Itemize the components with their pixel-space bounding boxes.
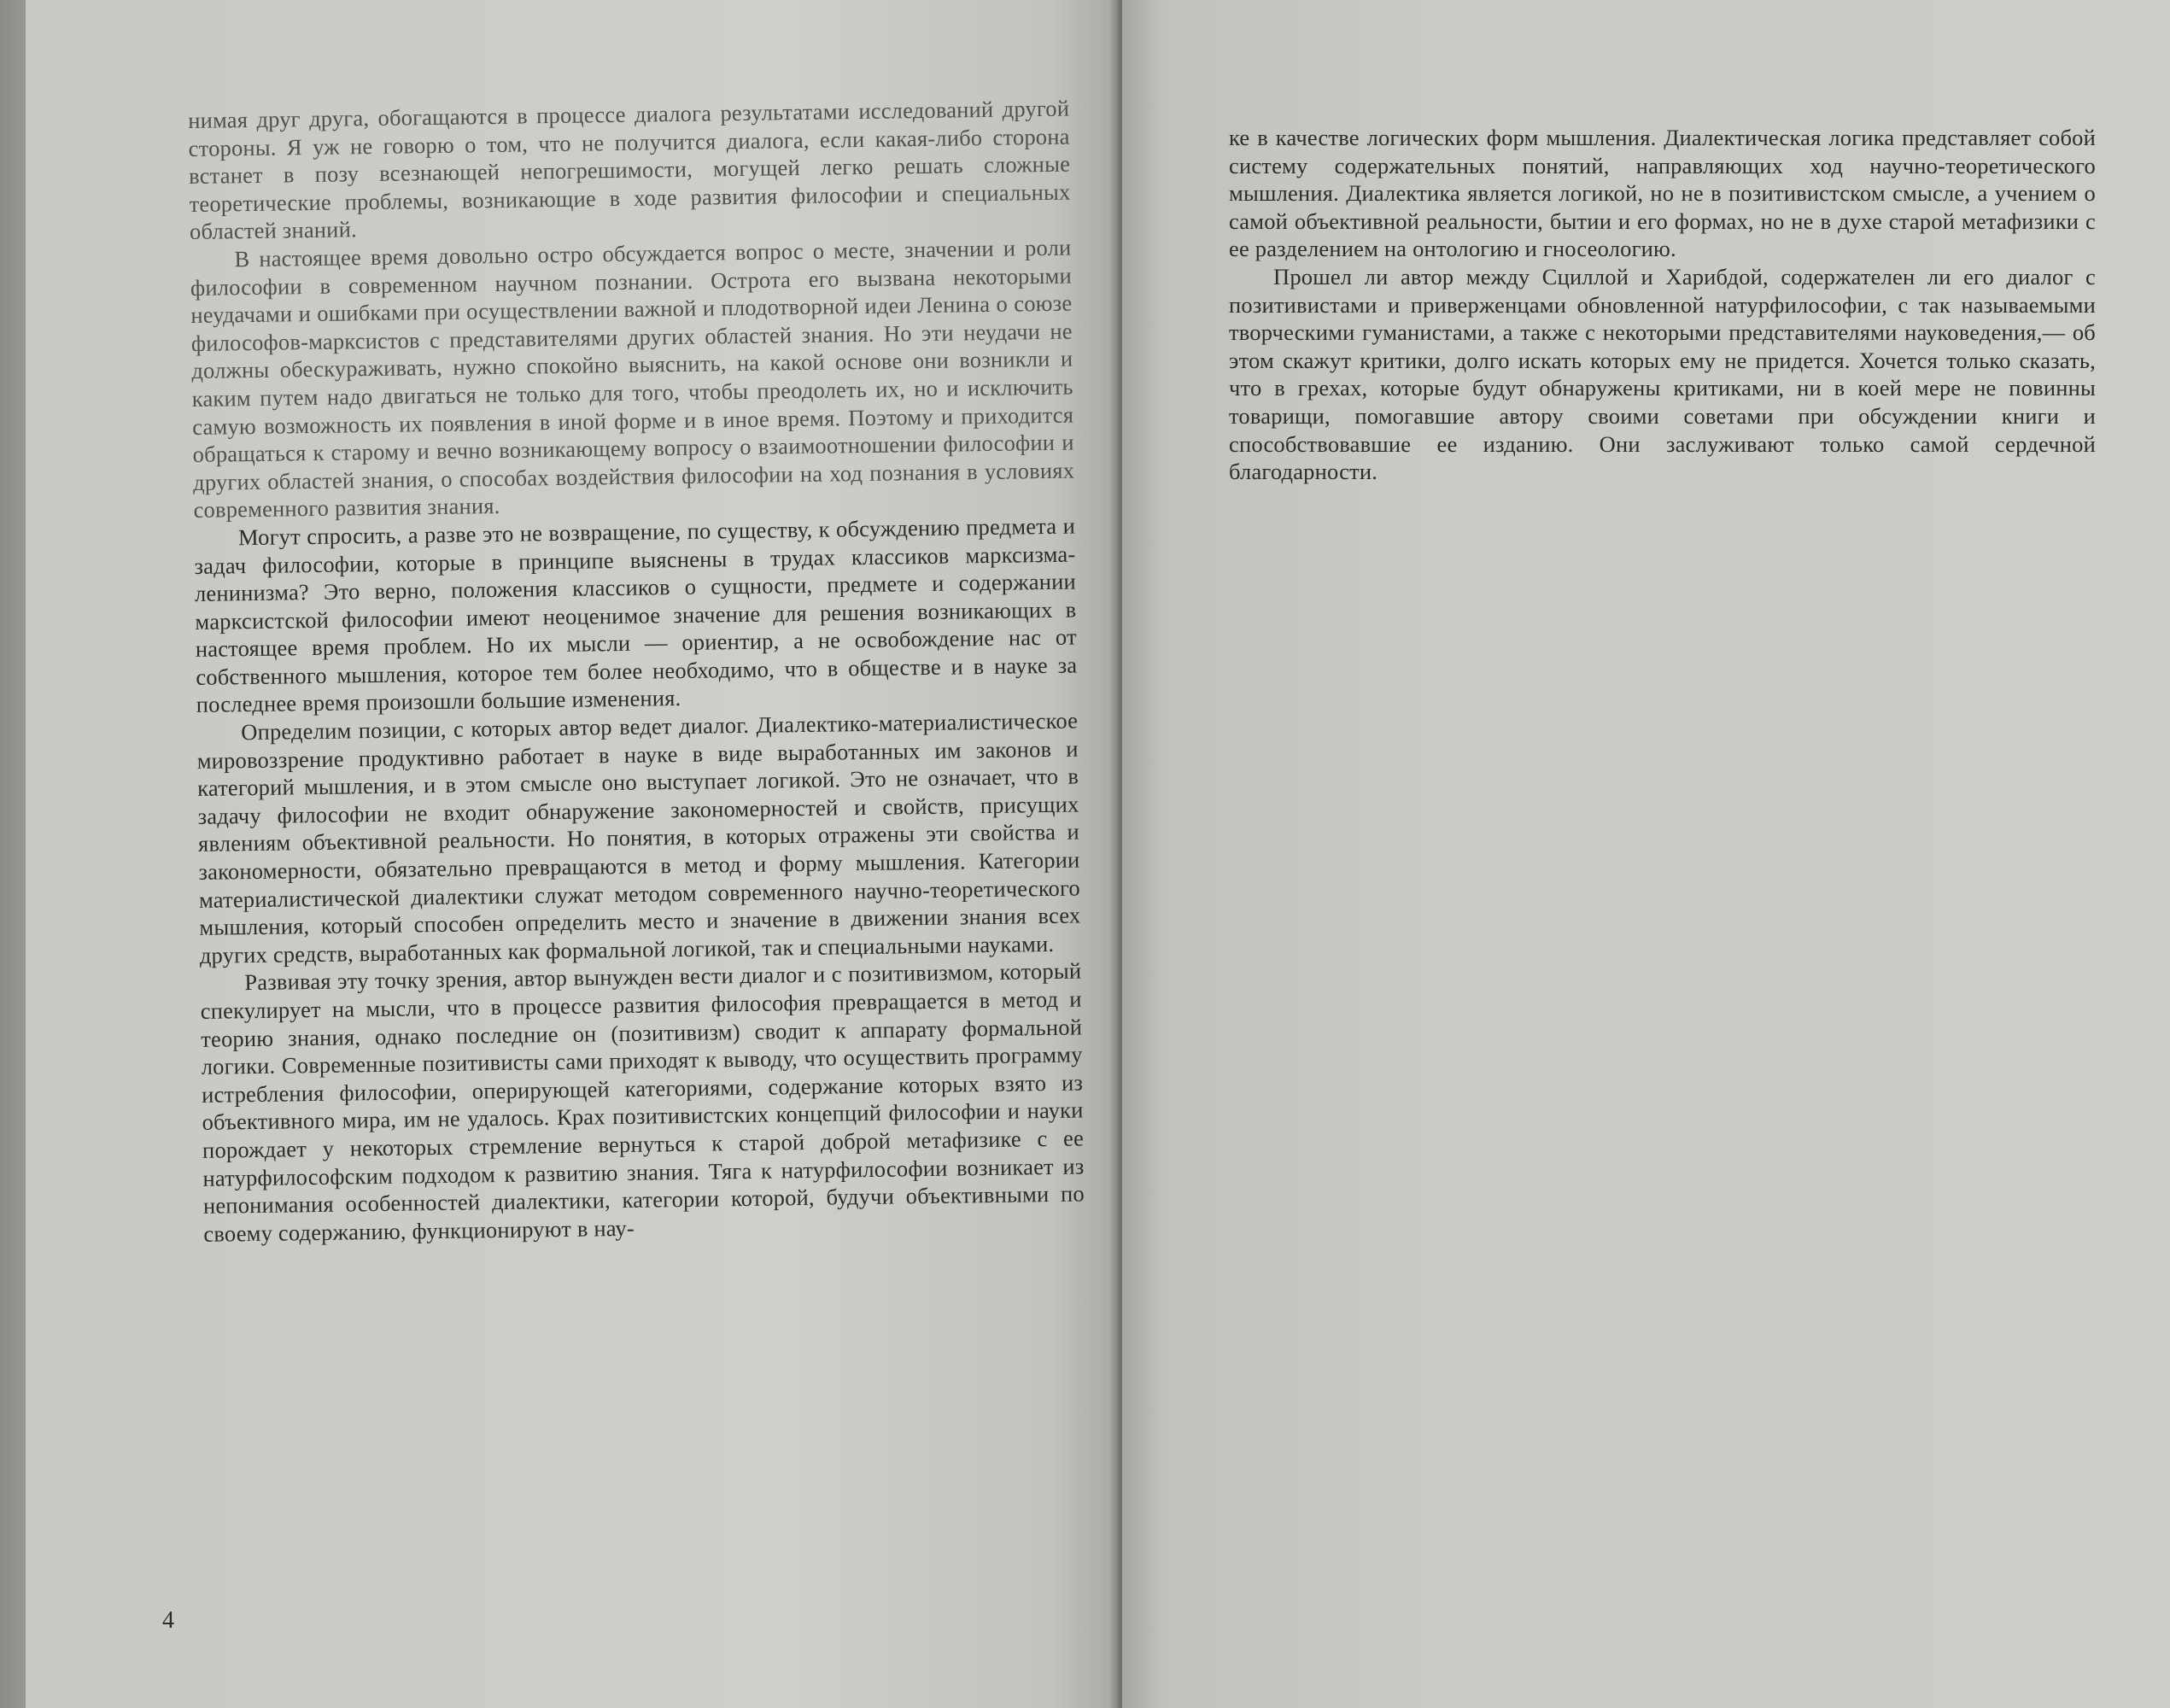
paragraph: Могут спросить, а разве это не возвращение, по существу, к обсуждению предмета и задач философии, которые в принципе выяснены в трудах классиков марксизма-ленинизма? Это верно, положения классиков о сущности, предмете и содержании марксистской философии имеют неоценимое значение для решения возникающих в настоящее время проблем. Но их мысли — ориентир, а не освобождение нас от собственного мышления, которое тем более необходимо, что в обществе и в науке за последнее время произошли большие изменения.: [194, 512, 1078, 718]
paragraph: Определим позиции, с которых автор ведет диалог. Диалектико-материалистическое мировоззрение продуктивно работает в науке в виде выработанных им законов и категорий мышления, и в этом смысле оно выступает логикой. Это не означает, что в задачу философии не входит обнаружение закономерностей и свойств, присущих явлениям объективной реальности. Но понятия, в которых отражены эти свойства и закономерности, обязательно превращаются в метод и форму мышления. Категории материалистической диалектики служат методом современного научно-теоретического мышления, который способен определить место и значение в движении знания всех других средств, выработанных как формальной логикой, так и специальными науками.: [196, 707, 1081, 968]
right-page-text: [1229, 124, 2096, 486]
left-page: [26, 0, 1119, 1708]
paragraph: Развивая эту точку зрения, автор вынужден вести диалог и с позитивизмом, который спекулирует на мысли, что в процессе развития философия превращается в метод и теорию знания, однако последние он (позитивизм) сводит к аппарату формальной логики. Современные позитивисты сами приходят к выводу, что осуществить программу истребления философии, оперирующей категориями, содержание которых взято из объективного мира, им не удалось. Крах позитивистских концепций философии и науки порождает у некоторых стремление вернуться к старой доброй метафизике с ее натурфилософским подходом к развитию знания. Тяга к натурфилософии возникает из непонимания особенностей диалектики, категории которой, будучи объективными по своему содержанию, функционируют в нау-: [200, 957, 1085, 1247]
paragraph: ке в качестве логических форм мышления. Диалектическая логика представляет собой систему содержательных понятий, направляющих ход научно-теоретического мышления. Диалектика является логикой, но не в позитивистском смысле, а учением о самой объективной реальности, бытии и его формах, но не в духе старой метафизики с ее разделением на онтологию и гносеологию.: [1229, 125, 2096, 262]
paragraph: В настоящее время довольно остро обсуждается вопрос о месте, значении и роли философии в современном научном познании. Острота его вызвана некоторыми неудачами и ошибками при осуществлении важной и плодотворной идеи Ленина о союзе философов-марксистов с представителями других областей знания. Но эти неудачи не должны обескураживать, нужно спокойно выяснить, на какой основе они возникли и каким путем надо двигаться не только для того, чтобы преодолеть их, но и исключить самую возможность их появления в иной форме и в иное время. Поэтому и приходится обращаться к старому и вечно возникающему вопросу о взаимоотношении философии и других областей знания, о способах воздействия философии на ход познания в условиях современного развития знания.: [190, 234, 1075, 524]
page-number: 4: [162, 1607, 174, 1634]
paragraph: Прошел ли автор между Сциллой и Харибдой, содержателен ли его диалог с позитивистами и приверженцами обновленной натурфилософии, с так называемыми творческими гуманистами, а также с некоторыми представителями науковедения,— об этом скажут критики, долго искать которых ему не придется. Хочется только сказать, что в грехах, которые будут обнаружены критиками, ни в коей мере не повинны товарищи, помогавшие автору своими советами при обсуждении книги и способствовавшие ее изданию. Они заслуживают только самой сердечной благодарности.: [1229, 263, 2096, 485]
paragraph: нимая друг друга, обогащаются в процессе диалога результатами исследований другой стороны. Я уж не говорю о том, что не получится диалога, если какая-либо сторона встанет в позу всезнающей непогрешимости, могущей легко решать сложные теоретические проблемы, возникающие в ходе развития философии и специальных областей знаний.: [188, 95, 1071, 245]
left-page-text: [188, 95, 1085, 1249]
right-page: [1122, 0, 2170, 1708]
